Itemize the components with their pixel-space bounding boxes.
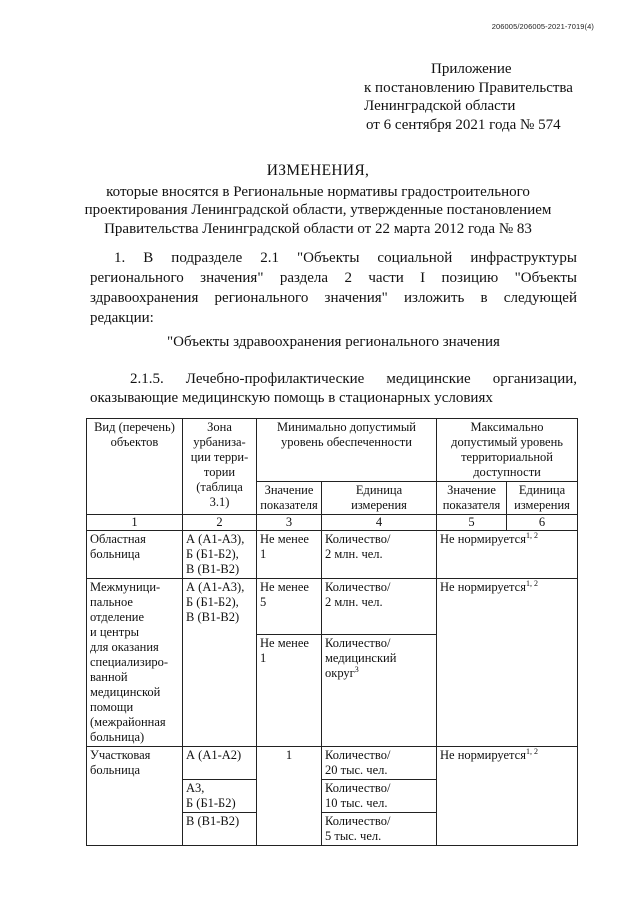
cell-unit: Количество/ 5 тыс. чел.	[322, 813, 437, 846]
appendix-line: от 6 сентября 2021 года № 574	[366, 116, 561, 133]
title-line: которые вносятся в Региональные нормативы градостроительного	[106, 183, 530, 200]
paragraph-line: 1. В подразделе 2.1 "Объекты социальной инфраструктуры	[114, 250, 577, 266]
column-number-row	[87, 515, 578, 531]
table-row	[87, 747, 578, 780]
cell-zone: А3, Б (Б1-Б2)	[183, 780, 257, 813]
cell-object-type: Участковая больница	[87, 747, 183, 846]
cell-zone: В (В1-В2)	[183, 813, 257, 846]
cell-zone: А (А1-А3), Б (Б1-Б2), В (В1-В2)	[183, 531, 257, 579]
header-value-2: Значение показателя	[437, 482, 507, 515]
cell-value: Не менее 1	[257, 635, 322, 747]
cell-accessibility: Не нормируется$^{1, 2}$	[437, 531, 578, 579]
header-value: Значение показателя	[257, 482, 322, 515]
subsection-line: 2.1.5. Лечебно-профилактические медицинские организации,	[130, 371, 577, 387]
cell-value: Не менее 1	[257, 531, 322, 579]
cell-unit: Количество/ 2 млн. чел.	[322, 531, 437, 579]
cell-value: 1	[257, 747, 322, 846]
column-number: 3	[257, 515, 322, 531]
cell-unit: Количество/ 2 млн. чел.	[322, 579, 437, 635]
table-row	[87, 579, 578, 635]
column-number: 2	[183, 515, 257, 531]
cell-zone: А (А1-А3), Б (Б1-Б2), В (В1-В2)	[183, 579, 257, 747]
cell-unit: Количество/ медицинский округ$^3$	[322, 635, 437, 747]
subsection-heading	[90, 370, 577, 408]
header-min-level: Минимально допустимый уровень обеспеченности	[257, 419, 437, 482]
appendix-line: к постановлению Правительства	[364, 79, 573, 96]
appendix-line: Ленинградской области	[364, 98, 516, 114]
header-urbanization-zone: Зона урбаниза- ции терри- тории (таблица 3.1)	[183, 419, 257, 515]
column-number: 6	[507, 515, 578, 531]
cell-accessibility: Не нормируется$^{1, 2}$	[437, 579, 578, 747]
cell-zone: А (А1-А2)	[183, 747, 257, 780]
cell-unit: Количество/ 10 тыс. чел.	[322, 780, 437, 813]
norms-table	[86, 418, 578, 846]
document-title	[68, 162, 568, 238]
header-max-accessibility: Максимально допустимый уровень территориальной доступности	[437, 419, 578, 482]
column-number: 4	[322, 515, 437, 531]
quoted-heading: "Объекты здравоохранения регионального значения	[167, 334, 500, 350]
cell-object-type: Областная больница	[87, 531, 183, 579]
header-unit: Единица измерения	[322, 482, 437, 515]
paragraph-line: редакции:	[90, 310, 154, 326]
table-header-row	[87, 419, 578, 482]
cell-unit: Количество/ 20 тыс. чел.	[322, 747, 437, 780]
cell-object-type: Межмуници- пальное отделение и центры для оказания специализиро- ванной медицинской помощи (межрайонная больница)	[87, 579, 183, 747]
cell-value: Не менее 5	[257, 579, 322, 635]
title-line: проектирования Ленинградской области, утвержденные постановлением	[84, 202, 552, 218]
document-id: 206005/206005-2021-7019(4)	[491, 22, 594, 31]
table-row	[87, 531, 578, 579]
cell-accessibility: Не нормируется$^{1, 2}$	[437, 747, 578, 846]
header-unit-2: Единица измерения	[507, 482, 578, 515]
header-object-type: Вид (перечень) объектов	[87, 419, 183, 515]
appendix-block	[362, 60, 602, 134]
paragraph-line: здравоохранения регионального значения" изложить в следующей	[90, 290, 577, 306]
paragraph-line: регионального значения" раздела 2 части I позицию "Объекты	[90, 270, 577, 286]
subsection-line: оказывающие медицинскую помощь в стационарных условиях	[90, 390, 493, 406]
appendix-line: Приложение	[431, 61, 512, 77]
column-number: 5	[437, 515, 507, 531]
paragraph-1	[90, 248, 577, 328]
title-heading: ИЗМЕНЕНИЯ,	[266, 162, 370, 179]
title-line: Правительства Ленинградской области от 22 марта 2012 года № 83	[104, 220, 532, 237]
column-number: 1	[87, 515, 183, 531]
